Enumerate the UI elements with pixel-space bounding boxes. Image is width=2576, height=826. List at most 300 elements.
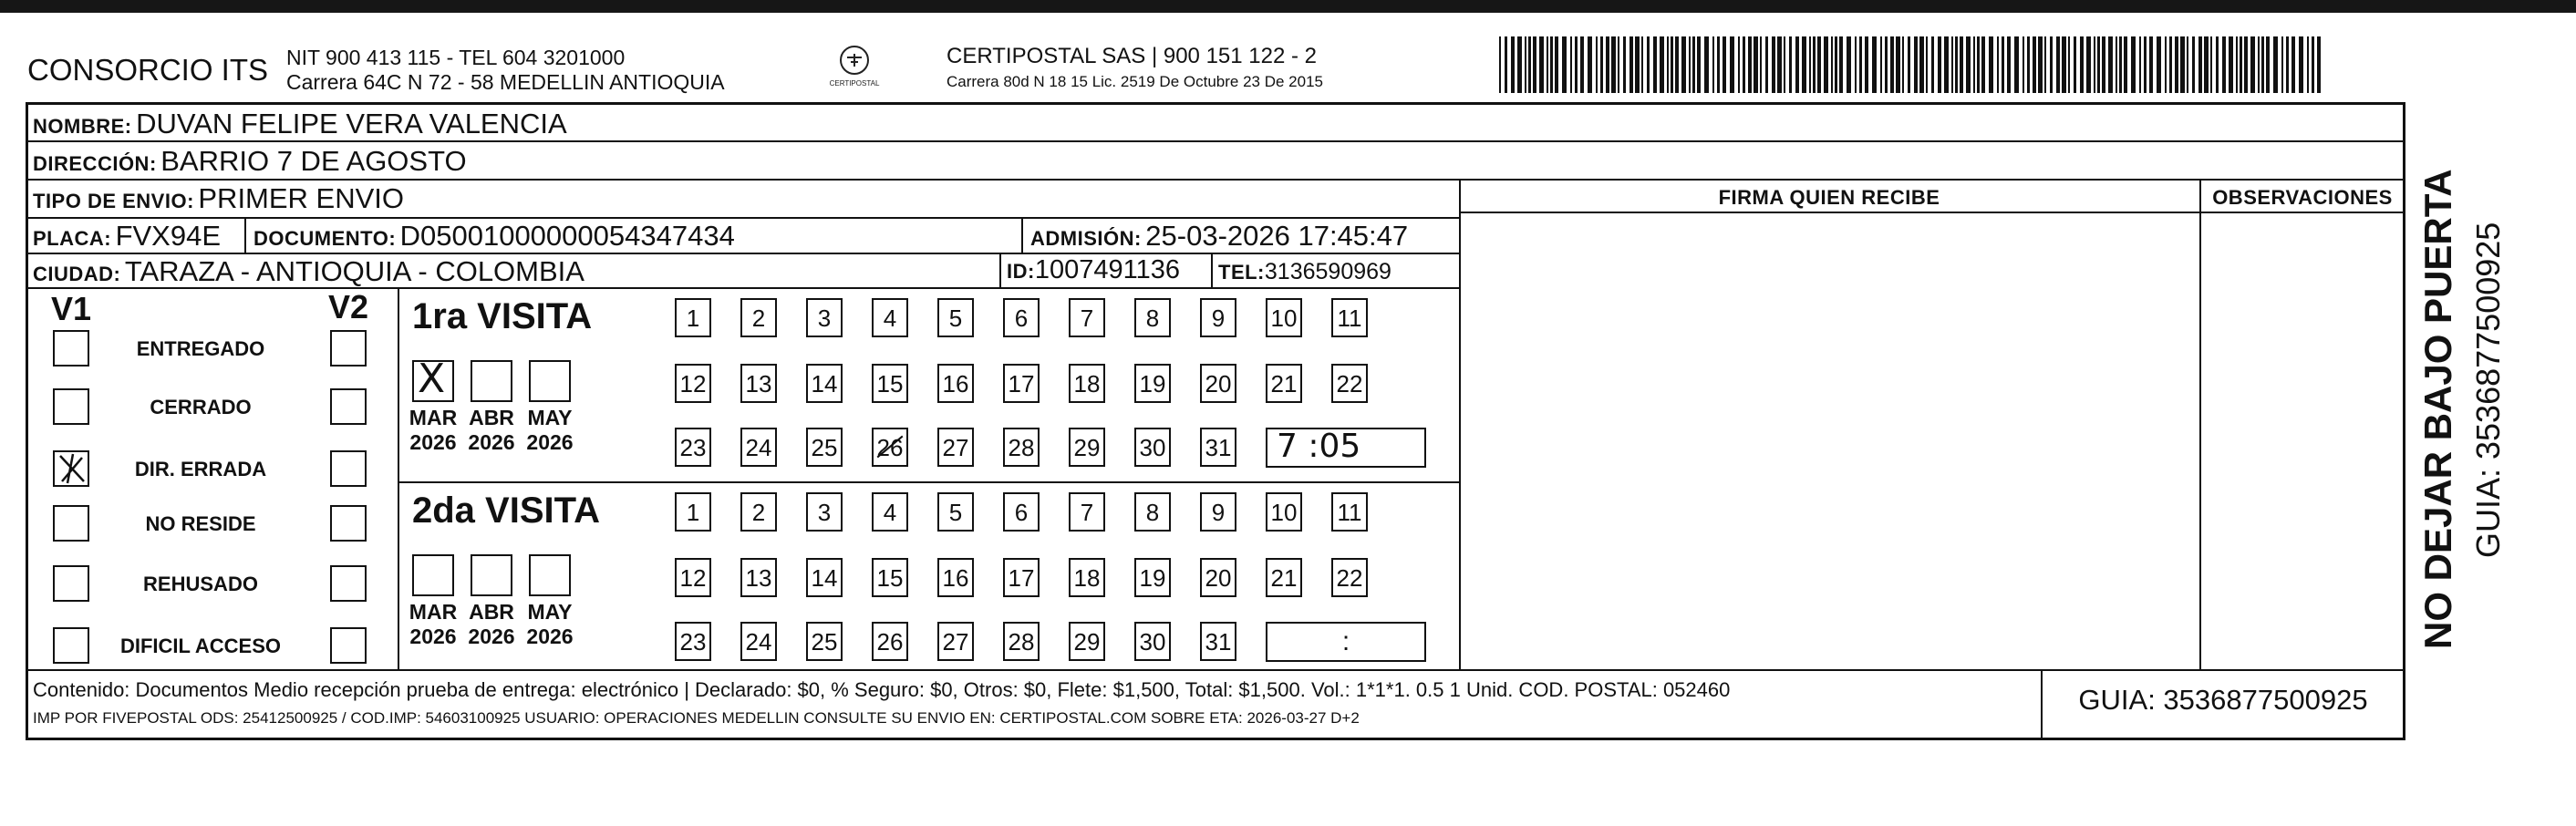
- barcode-bar: [1789, 36, 1792, 93]
- barcode-bar: [1525, 36, 1526, 93]
- barcode-bar: [1951, 36, 1953, 93]
- rule-placa: [26, 253, 1459, 254]
- time-handwritten: 7 :05: [1277, 428, 1361, 465]
- day-box[interactable]: 24: [740, 428, 777, 467]
- footer-imp: IMP POR FIVEPOSTAL ODS: 25412500925 / COD.IMP: 54603100925 USUARIO: OPERACIONES MEDELLIN CONSULTE SU ENVIO EN: CERTIPOSTAL.COM SOBRE ETA: 2026-03-27 D+2: [33, 709, 1360, 727]
- barcode-bar: [2299, 36, 2303, 93]
- month-label: MAY: [527, 600, 573, 624]
- status-label: NO RESIDE: [145, 512, 256, 535]
- barcode-bar: [2312, 36, 2314, 93]
- year-label: 2026: [468, 625, 515, 648]
- barcode-bar: [2204, 36, 2209, 93]
- barcode-bar: [1511, 36, 1515, 93]
- day-box[interactable]: 2: [740, 298, 777, 337]
- ciudad-value: TARAZA - ANTIOQUIA - COLOMBIA: [124, 255, 585, 287]
- firma-signature-area[interactable]: [1464, 219, 2194, 664]
- barcode-bar: [1914, 36, 1918, 93]
- barcode-bar: [1623, 36, 1626, 93]
- v2-checkbox[interactable]: [330, 565, 367, 602]
- month-label: ABR: [469, 406, 514, 429]
- barcode-bar: [2068, 36, 2070, 93]
- barcode-bar: [2236, 36, 2238, 93]
- barcode-bar: [2317, 36, 2321, 93]
- barcode-bar: [2038, 36, 2043, 93]
- rule-direccion: [26, 179, 2405, 181]
- barcode-bar: [1533, 36, 1536, 93]
- day-box[interactable]: 28: [1003, 428, 1040, 467]
- month-checkbox[interactable]: [529, 554, 571, 596]
- month-checkbox[interactable]: [412, 554, 454, 596]
- barcode-bar: [1671, 36, 1673, 93]
- day-box[interactable]: 10: [1266, 492, 1302, 532]
- barcode-bar: [1704, 36, 1709, 93]
- barcode-bar: [2007, 36, 2011, 93]
- day-box[interactable]: 19: [1134, 364, 1171, 403]
- barcode-bar: [2292, 36, 2295, 93]
- day-box[interactable]: 28: [1003, 622, 1040, 661]
- barcode-bar: [2222, 36, 2226, 93]
- documento-label: DOCUMENTO:: [253, 227, 397, 250]
- barcode-bar: [1748, 36, 1752, 93]
- barcode-bar: [2074, 36, 2076, 93]
- company-nit: NIT 900 413 115 - TEL 604 3201000: [286, 46, 626, 69]
- barcode-bar: [1580, 36, 1584, 93]
- v1-checkbox[interactable]: [53, 627, 89, 664]
- day-box[interactable]: 1: [675, 298, 711, 337]
- barcode-bar: [2108, 36, 2113, 93]
- barcode-bar: [1575, 36, 1578, 93]
- footer-guia: GUIA: 3536877500925: [2078, 684, 2368, 716]
- certipostal-logo: [826, 40, 883, 97]
- barcode-bar: [1754, 36, 1758, 93]
- company-name: CONSORCIO ITS: [27, 53, 269, 87]
- barcode-bar: [1562, 36, 1567, 93]
- month-label: MAR: [409, 600, 458, 624]
- documento-value: D05001000000054347434: [399, 220, 735, 252]
- month-checkbox[interactable]: [412, 356, 454, 402]
- barcode-bar: [1855, 36, 1857, 93]
- day-box[interactable]: 25: [806, 622, 843, 661]
- day-box[interactable]: 29: [1069, 622, 1105, 661]
- barcode-bar: [1981, 36, 1985, 93]
- barcode-bar: [1570, 36, 1572, 93]
- barcode-bar: [1938, 36, 1941, 93]
- barcode-bar: [2180, 36, 2185, 93]
- side-guia: GUIA: 3536877500925: [2469, 222, 2507, 558]
- observaciones-header: OBSERVACIONES: [2212, 186, 2393, 209]
- barcode-bar: [2169, 36, 2172, 93]
- day-box[interactable]: 10: [1266, 298, 1302, 337]
- rule-id-tel: [1211, 253, 1213, 287]
- day-box[interactable]: 27: [937, 428, 974, 467]
- barcode-bar: [1611, 36, 1616, 93]
- day-box[interactable]: 26: [872, 428, 908, 467]
- day-box[interactable]: 8: [1134, 492, 1171, 532]
- day-box[interactable]: 11: [1331, 492, 1368, 532]
- day-box[interactable]: 20: [1200, 364, 1236, 403]
- month-checkbox[interactable]: [529, 360, 571, 402]
- day-box[interactable]: 17: [1003, 364, 1040, 403]
- barcode-bar: [1835, 36, 1837, 93]
- firma-header: FIRMA QUIEN RECIBE: [1718, 186, 1940, 209]
- v1-checkbox[interactable]: [53, 388, 89, 425]
- day-box[interactable]: 2: [740, 492, 777, 532]
- barcode-bar: [1675, 36, 1679, 93]
- barcode-bar: [2102, 36, 2105, 93]
- status-label: DIR. ERRADA: [134, 458, 267, 480]
- company-address: Carrera 64C N 72 - 58 MEDELLIN ANTIOQUIA: [286, 70, 725, 94]
- barcode-bar: [1667, 36, 1669, 93]
- barcode-bar: [1618, 36, 1619, 93]
- top-edge-bar: [0, 0, 2576, 13]
- barcode-bar: [2307, 36, 2309, 93]
- day-box[interactable]: 18: [1069, 558, 1105, 597]
- v1-label: V1: [51, 290, 92, 327]
- barcode-bar: [2050, 36, 2053, 93]
- barcode-bar: [2116, 36, 2117, 93]
- barcode-bar: [1944, 36, 1949, 93]
- barcode-bar: [1865, 36, 1868, 93]
- barcode-bar: [1600, 36, 1603, 93]
- day-box[interactable]: 1: [675, 492, 711, 532]
- barcode-bar: [2198, 36, 2202, 93]
- day-box[interactable]: 5: [937, 298, 974, 337]
- barcode-bar: [2273, 36, 2278, 93]
- barcode-bar: [1588, 36, 1592, 93]
- barcode-bar: [1697, 36, 1701, 93]
- barcode-bar: [1839, 36, 1843, 93]
- month-label: ABR: [469, 600, 514, 624]
- barcode-bar: [1885, 36, 1888, 93]
- certipostal-logo-icon: [826, 40, 883, 97]
- barcode-bar: [2286, 36, 2289, 93]
- nombre-value: DUVAN FELIPE VERA VALENCIA: [136, 108, 567, 139]
- barcode-bar: [1902, 36, 1904, 93]
- tel-value: 3136590969: [1264, 259, 1391, 284]
- barcode-bar: [2210, 36, 2212, 93]
- barcode-bar: [2144, 36, 2147, 93]
- rule-doc-adm: [1021, 217, 1023, 253]
- logo-text: CERTIPOSTAL: [829, 79, 880, 88]
- year-label: 2026: [526, 625, 574, 648]
- month-mark: X: [418, 356, 446, 402]
- day-box[interactable]: 23: [675, 428, 711, 467]
- barcode-bar: [2258, 36, 2260, 93]
- day-box[interactable]: 7: [1069, 298, 1105, 337]
- barcode-bar: [1712, 36, 1714, 93]
- month-label: MAR: [409, 406, 458, 429]
- day-box[interactable]: 16: [937, 364, 974, 403]
- day-box[interactable]: 19: [1134, 558, 1171, 597]
- day-box[interactable]: 30: [1134, 622, 1171, 661]
- barcode-bar: [1760, 36, 1762, 93]
- barcode-bar: [1660, 36, 1664, 93]
- tipo-value: PRIMER ENVIO: [198, 182, 405, 214]
- barcode-bar: [2080, 36, 2084, 93]
- barcode-bar: [1738, 36, 1740, 93]
- id-cell: [1007, 255, 1180, 285]
- v1-checkbox[interactable]: [53, 505, 89, 542]
- barcode-bar: [1647, 36, 1650, 93]
- day-box[interactable]: 23: [675, 622, 711, 661]
- rule-nombre: [26, 140, 2405, 142]
- barcode-bar: [1824, 36, 1828, 93]
- barcode-bar: [1973, 36, 1975, 93]
- barcode-bar: [1777, 36, 1782, 93]
- row-tipo: [33, 182, 404, 215]
- tipo-label: TIPO DE ENVIO:: [33, 190, 194, 212]
- status-label: ENTREGADO: [136, 337, 265, 360]
- admision-cell: [1030, 220, 1408, 253]
- placa-label: PLACA:: [33, 227, 112, 250]
- visit-title: 2da VISITA: [412, 490, 600, 531]
- v2-checkbox[interactable]: [330, 505, 367, 542]
- barcode-bar: [1653, 36, 1657, 93]
- partner-address: Carrera 80d N 18 15 Lic. 2519 De Octubre 23 De 2015: [947, 73, 1323, 90]
- id-value: 1007491136: [1034, 255, 1180, 284]
- admision-value: 25-03-2026 17:45:47: [1145, 220, 1409, 252]
- day-box[interactable]: 13: [740, 558, 777, 597]
- v2-checkbox[interactable]: [330, 388, 367, 425]
- year-label: 2026: [526, 430, 574, 454]
- time-box[interactable]: [1266, 622, 1426, 662]
- barcode-bar: [2216, 36, 2219, 93]
- barcode-bar: [1880, 36, 1882, 93]
- observaciones-area[interactable]: [2205, 219, 2400, 664]
- day-box[interactable]: 9: [1200, 492, 1236, 532]
- day-box[interactable]: 3: [806, 298, 843, 337]
- v2-checkbox[interactable]: [330, 627, 367, 664]
- barcode-bar: [1641, 36, 1643, 93]
- tel-label: TEL:: [1218, 261, 1265, 284]
- tel-cell: [1218, 259, 1391, 285]
- barcode-bar: [1795, 36, 1799, 93]
- v1-checkbox[interactable]: [53, 450, 89, 487]
- barcode-bar: [2192, 36, 2195, 93]
- barcode-bar: [1499, 36, 1501, 93]
- barcode-bar: [1528, 36, 1531, 93]
- barcode-bar: [1955, 36, 1958, 93]
- barcode-bar: [1813, 36, 1816, 93]
- day-box[interactable]: 11: [1331, 298, 1368, 337]
- barcode-bar: [1743, 36, 1745, 93]
- barcode-bar: [2097, 36, 2100, 93]
- barcode-bar: [2175, 36, 2178, 93]
- barcode-bar: [1872, 36, 1877, 93]
- direccion-label: DIRECCIÓN:: [33, 152, 157, 175]
- barcode-bar: [2027, 36, 2030, 93]
- rule-obs-left: [2199, 179, 2201, 669]
- barcode-bar: [2131, 36, 2136, 93]
- ciudad-cell: [33, 255, 585, 288]
- side-warning: NO DEJAR BAJO PUERTA: [2416, 169, 2459, 649]
- year-label: 2026: [409, 625, 457, 648]
- day-box[interactable]: 6: [1003, 298, 1040, 337]
- barcode-bar: [2149, 36, 2153, 93]
- rule-visits: [398, 481, 1459, 483]
- day-box[interactable]: 21: [1266, 558, 1302, 597]
- barcode-bar: [2281, 36, 2283, 93]
- day-box[interactable]: 20: [1200, 558, 1236, 597]
- barcode-bar: [2261, 36, 2264, 93]
- documento-cell: [253, 220, 735, 253]
- barcode-bar: [1926, 36, 1928, 93]
- barcode-bar: [1817, 36, 1821, 93]
- barcode-bar: [1547, 36, 1548, 93]
- day-box[interactable]: 21: [1266, 364, 1302, 403]
- barcode-bar: [2124, 36, 2127, 93]
- barcode-bar: [1960, 36, 1963, 93]
- day-box[interactable]: 12: [675, 558, 711, 597]
- day-box[interactable]: 14: [806, 558, 843, 597]
- barcode-bar: [2240, 36, 2242, 93]
- partner-name: CERTIPOSTAL SAS | 900 151 122 - 2: [947, 44, 1317, 68]
- barcode-bar: [1681, 36, 1686, 93]
- placa-cell: [33, 220, 221, 253]
- barcode-bar: [1555, 36, 1558, 93]
- day-box[interactable]: 30: [1134, 428, 1171, 467]
- day-box[interactable]: 22: [1331, 364, 1368, 403]
- placa-value: FVX94E: [115, 220, 222, 252]
- day-box[interactable]: 4: [872, 298, 908, 337]
- rule-placa-doc: [244, 217, 246, 253]
- day-box[interactable]: 24: [740, 622, 777, 661]
- barcode-bar: [1765, 36, 1768, 93]
- barcode-bar: [1772, 36, 1775, 93]
- ciudad-label: CIUDAD:: [33, 263, 121, 285]
- barcode-bar: [1896, 36, 1900, 93]
- barcode-bar: [1847, 36, 1851, 93]
- barcode-bar: [2157, 36, 2161, 93]
- barcode-bar: [2014, 36, 2019, 93]
- barcode-bar: [2056, 36, 2060, 93]
- barcode-bar: [1517, 36, 1522, 93]
- time-separator: :: [1341, 626, 1350, 656]
- day-box[interactable]: 31: [1200, 428, 1236, 467]
- day-box[interactable]: 22: [1331, 558, 1368, 597]
- barcode-bar: [1723, 36, 1726, 93]
- status-label: DIFICIL ACCESO: [119, 635, 281, 657]
- barcode-bar: [1997, 36, 1999, 93]
- barcode-bar: [1730, 36, 1734, 93]
- month-checkbox[interactable]: [471, 554, 512, 596]
- v1-checkbox[interactable]: [53, 330, 89, 367]
- rule-tipo: [26, 217, 1459, 219]
- day-box[interactable]: 17: [1003, 558, 1040, 597]
- day-box[interactable]: 31: [1200, 622, 1236, 661]
- year-label: 2026: [409, 430, 457, 454]
- barcode-bar: [1692, 36, 1695, 93]
- barcode-bar: [1809, 36, 1811, 93]
- v2-label: V2: [328, 288, 369, 325]
- day-box[interactable]: 15: [872, 558, 908, 597]
- barcode-bar: [1784, 36, 1785, 93]
- day-box[interactable]: 16: [937, 558, 974, 597]
- barcode-bar: [1908, 36, 1910, 93]
- day-box[interactable]: 13: [740, 364, 777, 403]
- admision-label: ADMISIÓN:: [1030, 227, 1142, 250]
- status-label: CERRADO: [150, 396, 252, 418]
- nombre-label: NOMBRE:: [33, 115, 132, 138]
- barcode-bar: [2229, 36, 2233, 93]
- day-box[interactable]: 14: [806, 364, 843, 403]
- barcode-bar: [1931, 36, 1934, 93]
- barcode-bar: [1802, 36, 1806, 93]
- barcode-bar: [1635, 36, 1640, 93]
- time-box[interactable]: [1266, 428, 1426, 468]
- id-label: ID:: [1007, 260, 1035, 283]
- barcode-bar: [1550, 36, 1553, 93]
- barcode-bar: [2250, 36, 2255, 93]
- barcode-bar: [2002, 36, 2004, 93]
- row-nombre: [33, 108, 567, 140]
- barcode-bar: [2094, 36, 2095, 93]
- day-box[interactable]: 25: [806, 428, 843, 467]
- barcode-bar: [1989, 36, 1993, 93]
- row-direccion: [33, 145, 467, 178]
- barcode-bar: [2266, 36, 2270, 93]
- rule-firma-left: [1459, 179, 1461, 669]
- day-box[interactable]: 6: [1003, 492, 1040, 532]
- day-box[interactable]: 8: [1134, 298, 1171, 337]
- barcode-bar: [2062, 36, 2066, 93]
- v2-checkbox[interactable]: [330, 450, 367, 487]
- barcode-bar: [1717, 36, 1720, 93]
- barcode-bar: [1890, 36, 1894, 93]
- barcode-bar: [1919, 36, 1924, 93]
- visit-title: 1ra VISITA: [412, 296, 593, 336]
- barcode-bar: [2033, 36, 2036, 93]
- barcode-bar: [1606, 36, 1609, 93]
- day-box[interactable]: 9: [1200, 298, 1236, 337]
- day-box[interactable]: 15: [872, 364, 908, 403]
- day-box[interactable]: 7: [1069, 492, 1105, 532]
- barcode: [1499, 36, 2322, 93]
- barcode-bar: [2187, 36, 2188, 93]
- day-box[interactable]: 26: [872, 622, 908, 661]
- day-box[interactable]: 29: [1069, 428, 1105, 467]
- barcode-bar: [1539, 36, 1544, 93]
- v2-checkbox[interactable]: [330, 330, 367, 367]
- rule-footer: [26, 669, 2405, 671]
- day-box[interactable]: 12: [675, 364, 711, 403]
- direccion-value: BARRIO 7 DE AGOSTO: [160, 145, 467, 177]
- barcode-bar: [2165, 36, 2167, 93]
- day-box[interactable]: 3: [806, 492, 843, 532]
- barcode-bar: [1596, 36, 1598, 93]
- barcode-bar: [2119, 36, 2122, 93]
- day-box[interactable]: 5: [937, 492, 974, 532]
- footer-contenido: Contenido: Documentos Medio recepción prueba de entrega: electrónico | Declarado: $0, % Seguro: $0, Otros: $0, Flete: $1,500, Total: $1,500. Vol.: 1*1*1. 0.5 1 Unid. COD. POSTAL: 052460: [33, 678, 1731, 701]
- barcode-bar: [1977, 36, 1980, 93]
- barcode-bar: [2139, 36, 2141, 93]
- month-checkbox[interactable]: [471, 360, 512, 402]
- day-box[interactable]: 4: [872, 492, 908, 532]
- barcode-bar: [1629, 36, 1633, 93]
- rule-ciudad-id: [999, 253, 1001, 287]
- rule-status-visits: [398, 287, 399, 669]
- barcode-bar: [2044, 36, 2046, 93]
- barcode-bar: [2244, 36, 2248, 93]
- v1-checkbox[interactable]: [53, 565, 89, 602]
- day-box[interactable]: 18: [1069, 364, 1105, 403]
- barcode-bar: [2023, 36, 2024, 93]
- year-label: 2026: [468, 430, 515, 454]
- month-label: MAY: [527, 406, 573, 429]
- barcode-bar: [1689, 36, 1691, 93]
- day-box[interactable]: 27: [937, 622, 974, 661]
- barcode-bar: [1966, 36, 1971, 93]
